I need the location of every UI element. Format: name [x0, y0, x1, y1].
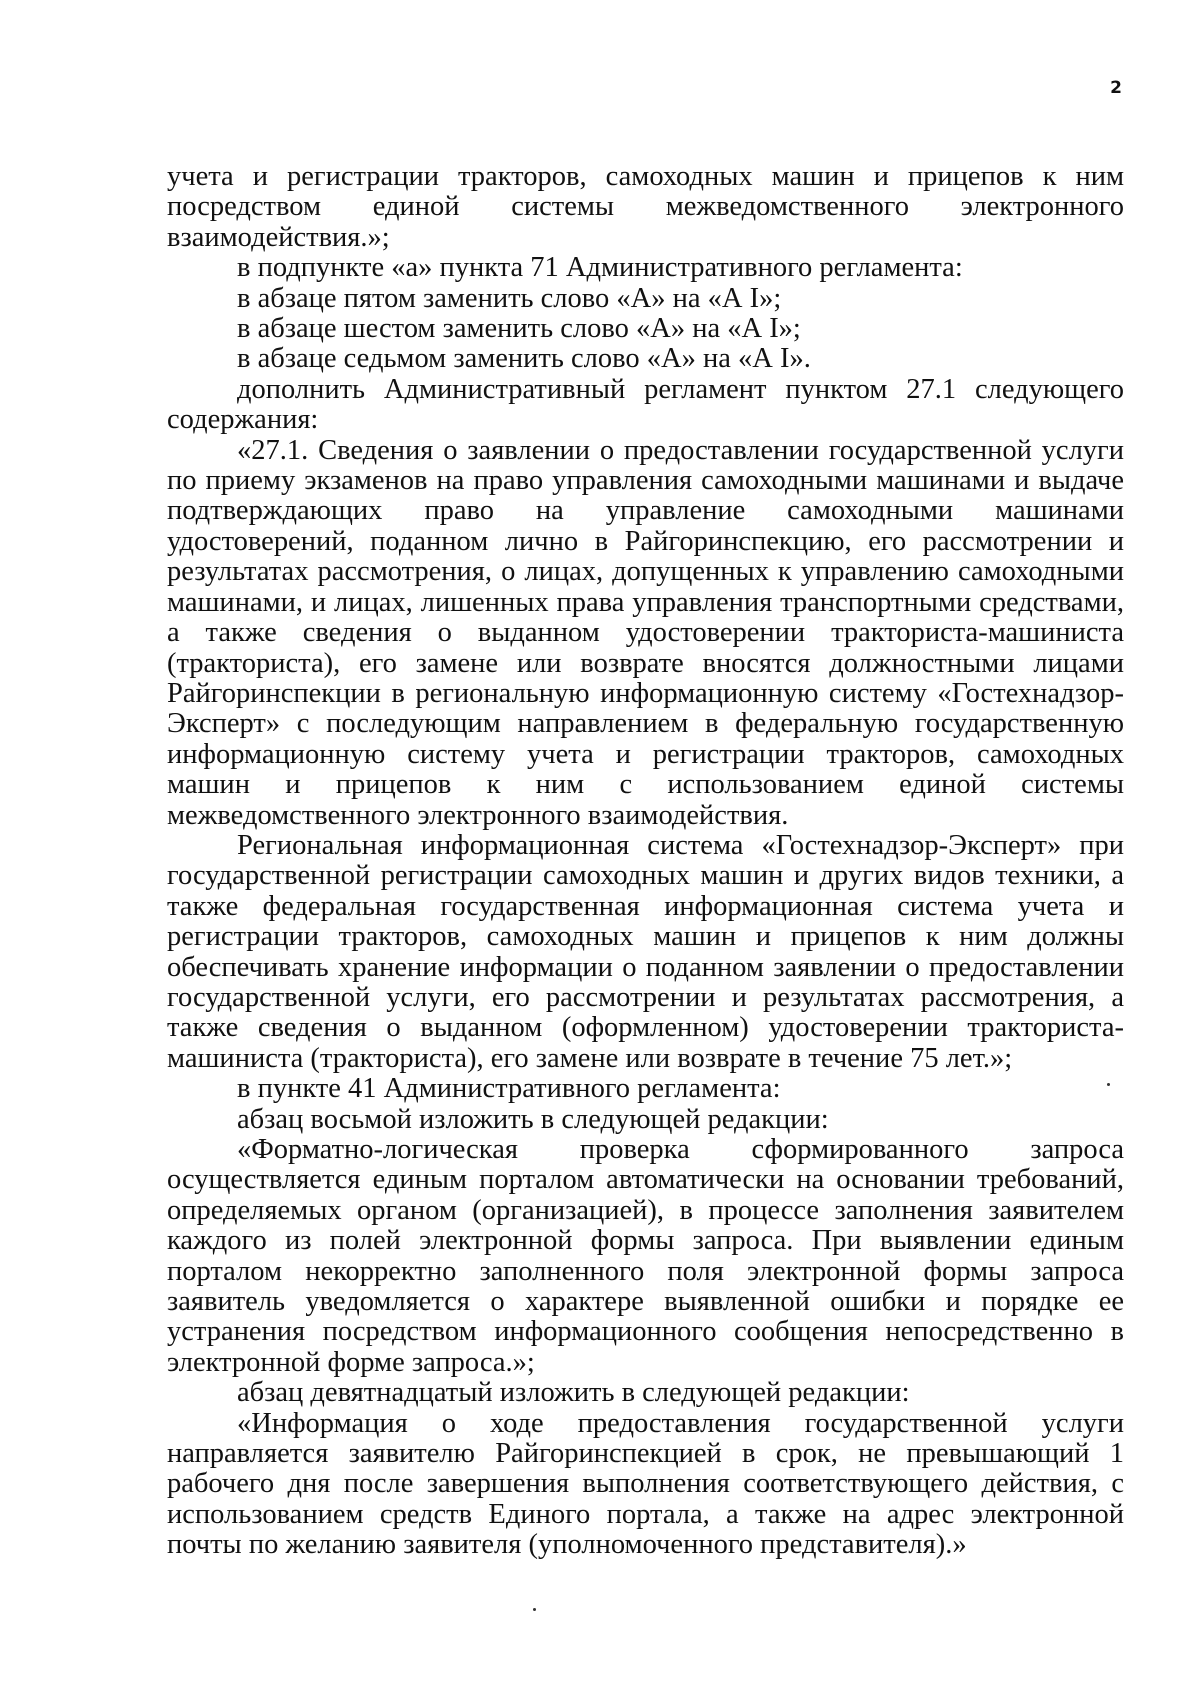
paragraph: в пункте 41 Административного регламента:: [237, 1073, 781, 1105]
page-number: 2: [1110, 78, 1122, 98]
paragraph: в подпункте «а» пункта 71 Административного регламента:: [237, 252, 963, 284]
scan-speck: [533, 1608, 536, 1611]
paragraph: в абзаце седьмом заменить слово «А» на «А I».: [237, 343, 811, 375]
document-body: [167, 162, 1124, 1561]
paragraph: абзац восьмой изложить в следующей редакции:: [237, 1103, 829, 1135]
paragraph: в абзаце пятом заменить слово «А» на «А I»;: [237, 282, 782, 314]
paragraph: «27.1. Сведения о заявлении о предоставлении государственной услуги по приему экзаменов на право управления самоходными машинами и выдаче подтверждающих право на управление самоходными машинами удостоверений, поданном лично в Райгоринспекцию, его рассмотрении и результатах рассмотрения, о лицах, допущенных к управлению самоходными машинами, и лицах, лишенных права управления транспортными средствами, а также сведения о выданном удостоверении тракториста-машиниста (тракториста), его замене или возврате вносятся должностными лицами Райгоринспекции в региональную информационную систему «Гостехнадзор-Эксперт» с последующим направлением в федеральную государственную информационную систему учета и регистрации тракторов, самоходных машин и прицепов к ним с использованием единой системы межведомственного электронного взаимодействия.: [167, 434, 1124, 831]
paragraph: в абзаце шестом заменить слово «А» на «А I»;: [237, 313, 801, 345]
scan-speck: [1107, 1083, 1110, 1086]
paragraph-continuation: учета и регистрации тракторов, самоходных машин и прицепов к ним посредством единой системы межведомственного электронного взаимодействия.»;: [167, 161, 1124, 253]
paragraph: Региональная информационная система «Гостехнадзор-Эксперт» при государственной регистрации самоходных машин и других видов техники, а также федеральная государственная информационная система учета и регистрации тракторов, самоходных машин и прицепов к ним должны обеспечивать хранение информации о поданном заявлении о предоставлении государственной услуги, его рассмотрении и результатах рассмотрения, а также сведения о выданном (оформленном) удостоверении тракториста-машиниста (тракториста), его замене или возврате в течение 75 лет.»;: [167, 829, 1124, 1074]
paragraph: «Информация о ходе предоставления государственной услуги направляется заявителю Райгоринспекцией в срок, не превышающий 1 рабочего дня после завершения выполнения соответствующего действия, с использованием средств Единого портала, а также на адрес электронной почты по желанию заявителя (уполномоченного представителя).»: [167, 1407, 1124, 1561]
paragraph: дополнить Административный регламент пунктом 27.1 следующего содержания:: [167, 373, 1124, 436]
paragraph: «Форматно-логическая проверка сформированного запроса осуществляется единым порталом автоматически на основании требований, определяемых органом (организацией), в процессе заполнения заявителем каждого из полей электронной формы запроса. При выявлении единым порталом некорректно заполненного поля электронной формы запроса заявитель уведомляется о характере выявленной ошибки и порядке ее устранения посредством информационного сообщения непосредственно в электронной форме запроса.»;: [167, 1134, 1124, 1378]
paragraph: абзац девятнадцатый изложить в следующей редакции:: [237, 1377, 910, 1409]
